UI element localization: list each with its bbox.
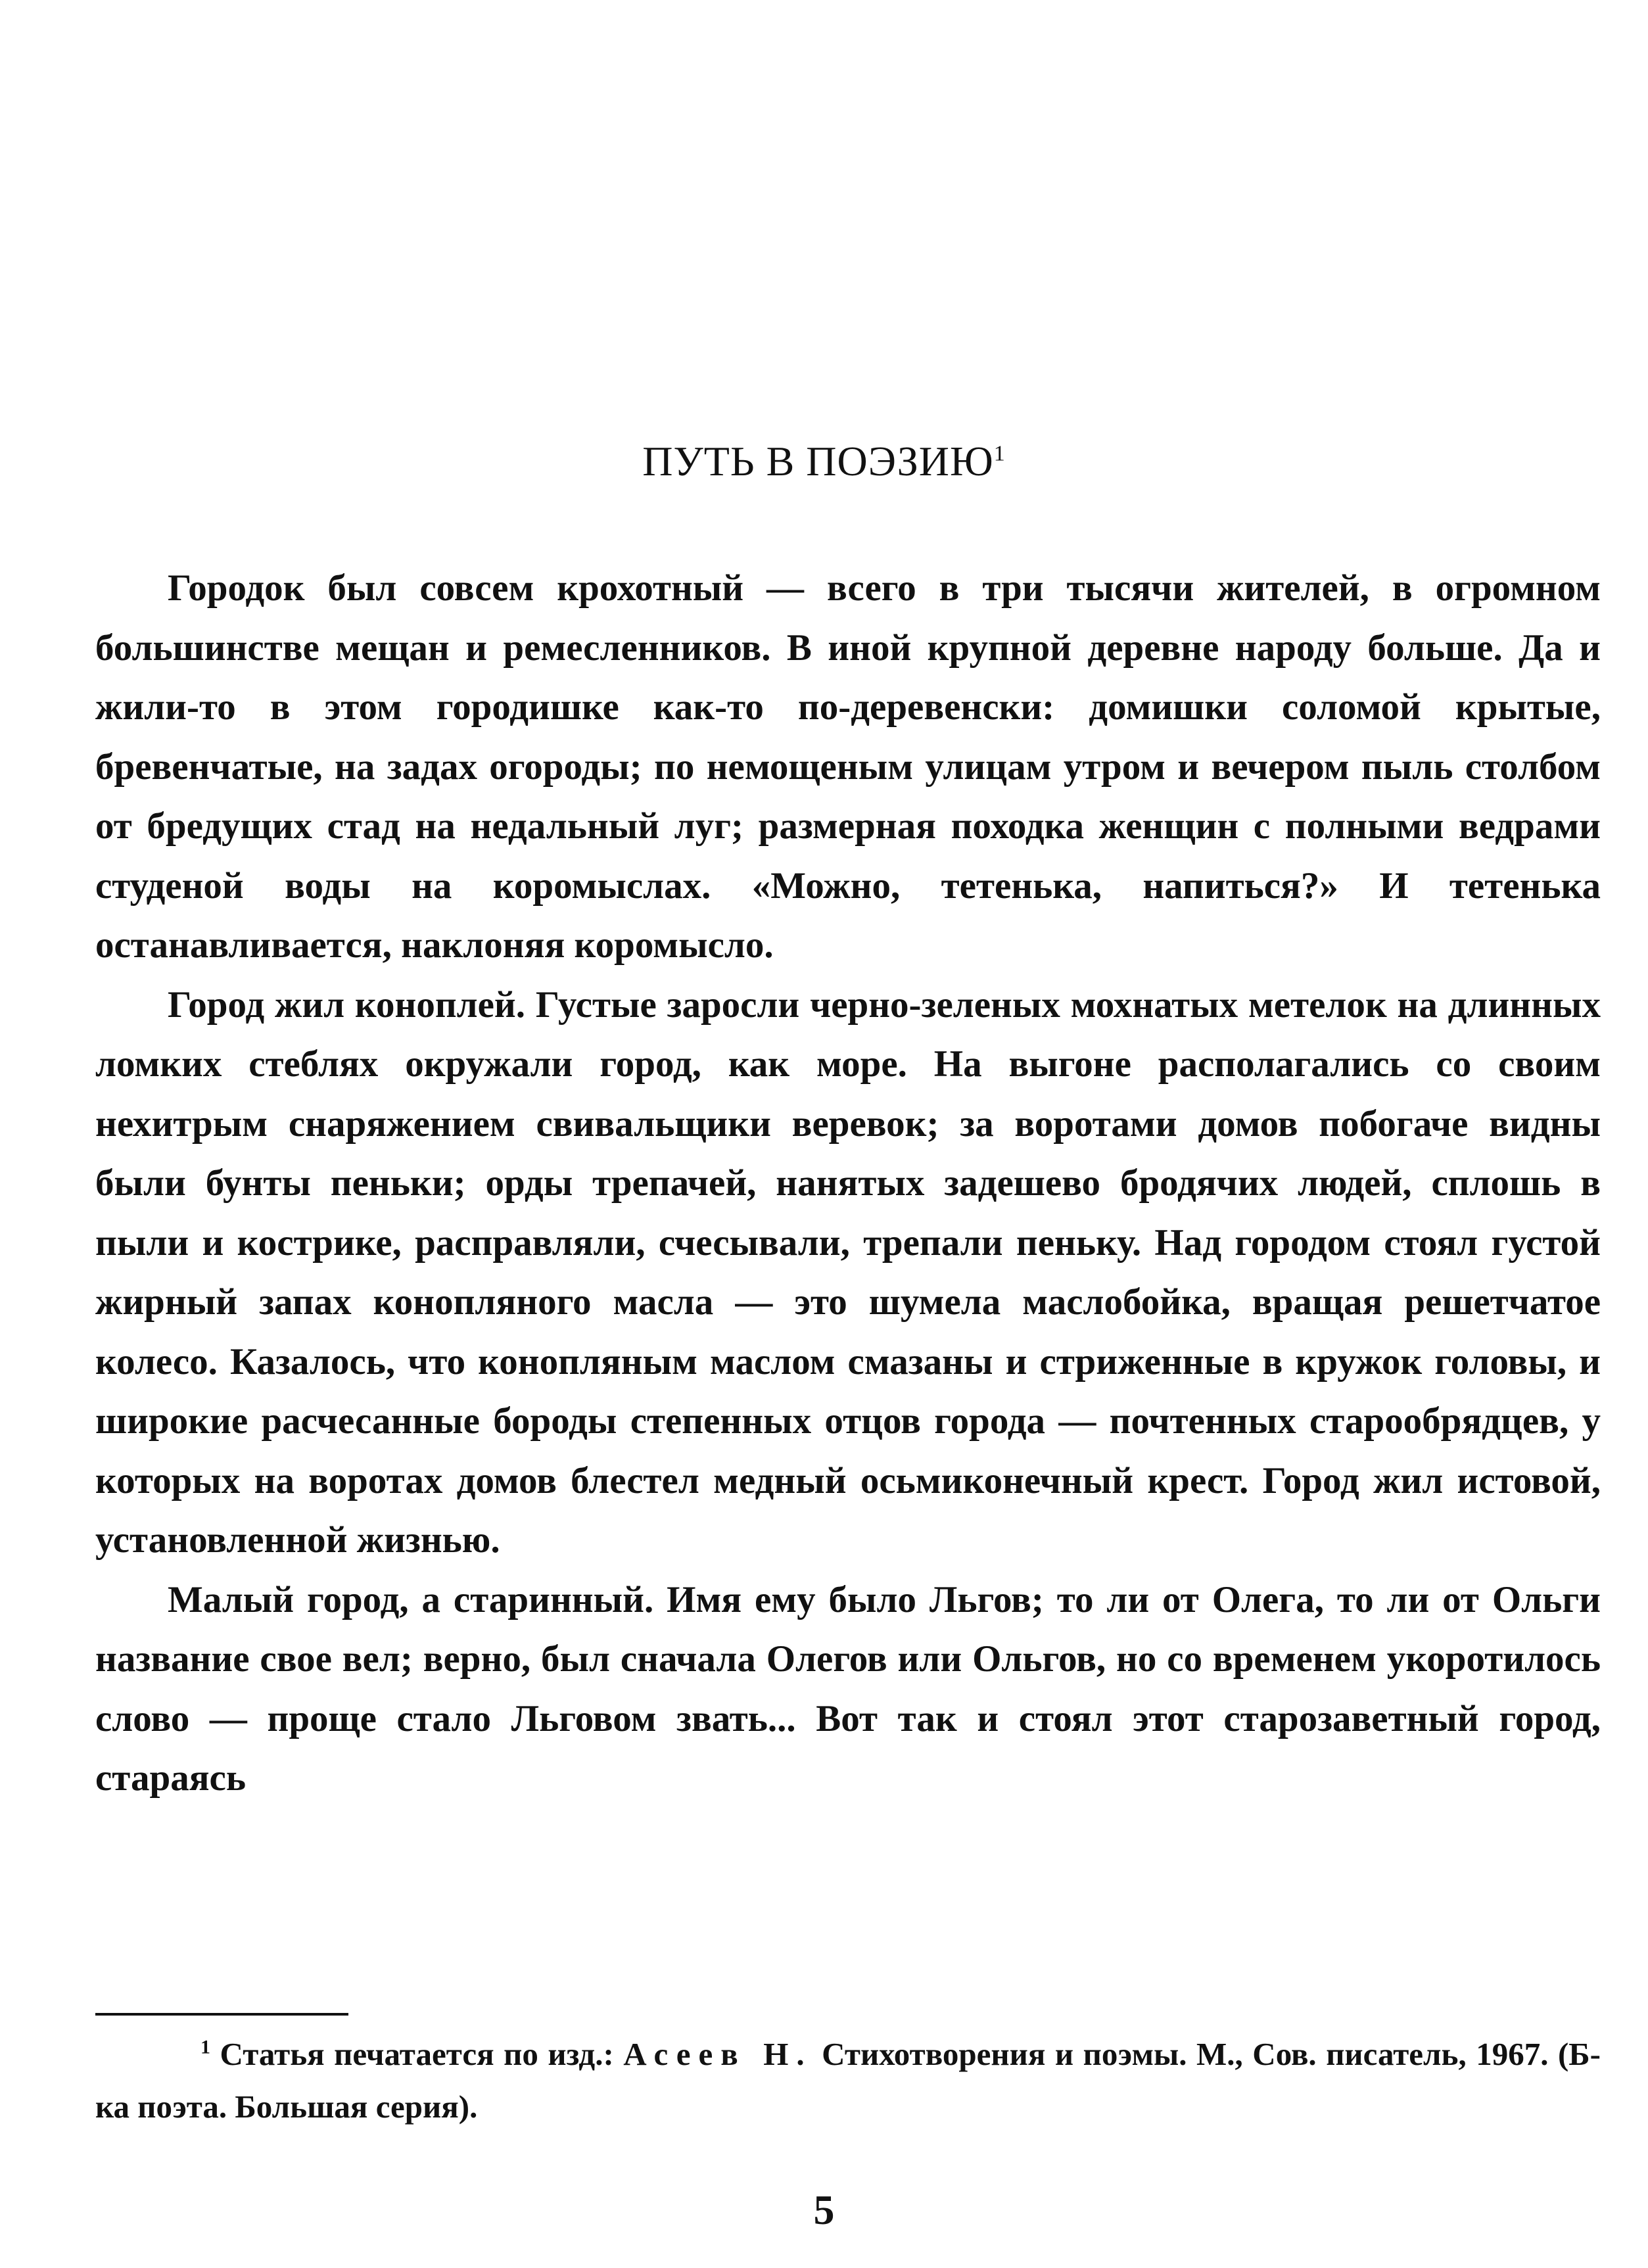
paragraph-3: Малый город, а старинный. Имя ему было Льгов; то ли от Олега, то ли от Ольги название свое вел; верно, был сначала Олегов или Ольгов, но со временем укоротилось слово — проще стало Льговом звать... Вот так и стоял этот старозаветный город, стараясь xyxy=(95,1578,1601,1799)
footnote-author: Асеев Н. xyxy=(623,2036,812,2072)
body-text xyxy=(95,559,1601,1808)
footnote xyxy=(95,2028,1601,2133)
paragraph-1: Городок был совсем крохотный — всего в три тысячи жителей, в огромном большинстве мещан и ремесленников. В иной крупной деревне народу больше. Да и жили-то в этом городишке как-то по-деревенски: домишки соломой крытые, бревенчатые, на задах огороды; по немощеным улицам утром и вечером пыль столбом от бредущих стад на недальный луг; размерная походка женщин с полными ведрами студеной воды на коромыслах. «Можно, тетенька, напиться?» И тетенька останавливается, наклоняя коромысло. xyxy=(95,567,1601,966)
footnote-divider xyxy=(95,2013,348,2016)
footnote-text-after: Стихотворения и поэмы. М., Сов. писатель, 1967. (Б-ка поэта. Большая серия). xyxy=(95,2036,1601,2125)
footnote-text-before: Статья печатается по изд.: xyxy=(220,2036,624,2072)
chapter-title-text: ПУТЬ В ПОЭЗИЮ xyxy=(642,438,994,484)
paragraph-2: Город жил коноплей. Густые заросли черно-зеленых мохнатых метелок на длинных ломких стеблях окружали город, как море. На выгоне располагались со своим нехитрым снаряжением свивальщики веревок; за воротами домов побогаче видны были бунты пеньки; орды трепачей, нанятых задешево бродячих людей, сплошь в пыли и кострике, расправляли, счесывали, трепали пеньку. Над городом стоял густой жирный запах конопляного масла — это шумела маслобойка, вращая решетчатое колесо. Казалось, что конопляным маслом смазаны и стриженные в кружок головы, и широкие расчесанные бороды степенных отцов города — почтенных старообрядцев, у которых на воротах домов блестел медный осьмиконечный крест. Город жил истовой, установленной жизнью. xyxy=(95,983,1601,1561)
page-number: 5 xyxy=(813,2186,835,2233)
chapter-title xyxy=(0,437,1648,486)
title-footnote-marker: 1 xyxy=(993,441,1006,466)
footnote-marker: 1 xyxy=(200,2036,210,2058)
